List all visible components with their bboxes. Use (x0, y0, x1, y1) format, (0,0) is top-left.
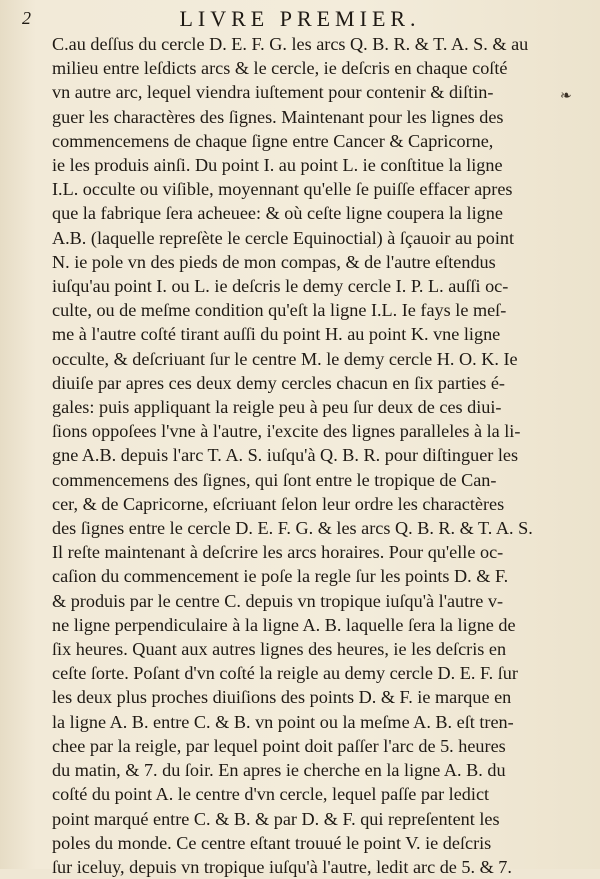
text-line: caſion du commencement ie poſe la regle ſur les points D. & F. (52, 566, 509, 587)
text-line: culte, ou de meſme condition qu'eſt la ligne I.L. Ie fays le meſ- (52, 300, 507, 321)
text-line: ſions oppoſees l'vne à l'autre, i'excite des lignes paralleles à la li- (52, 421, 521, 442)
text-line: occulte, & deſcriuant ſur le centre M. le demy cercle H. O. K. Ie (52, 348, 518, 369)
text-line: commencemens de chaque ſigne entre Cancer & Capricorne, (52, 130, 494, 151)
text-line: les deux plus proches diuiſions des points D. & F. ie marque en (52, 687, 512, 708)
text-line: ſur iceluy, depuis vn tropique iuſqu'à l'autre, ledit arc de 5. & 7. (52, 856, 512, 877)
text-line: iuſqu'au point I. ou L. ie deſcris le demy cercle I. P. L. auſſi oc- (52, 276, 509, 297)
text-line: coſté du point A. le centre d'vn cercle, lequel paſſe par ledict (52, 784, 490, 805)
text-line: vn autre arc, lequel viendra iuſtement pour contenir & diſtin- (52, 82, 494, 103)
text-line: ne ligne perpendiculaire à la ligne A. B. laquelle ſera la ligne de (52, 614, 516, 635)
text-line: A.B. (laquelle repreſète le cercle Equinoctial) à ſçauoir au point (52, 227, 515, 248)
text-line: gne A.B. depuis l'arc T. A. S. iuſqu'à Q. B. R. pour diſtinguer les (52, 445, 519, 466)
text-line: ceſte ſorte. Poſant d'vn coſté la reigle au demy cercle D. E. F. ſur (52, 663, 518, 684)
text-line: point marqué entre C. & B. & par D. & F. qui repreſentent les (52, 808, 500, 829)
text-line: C.au deſſus du cercle D. E. F. G. les arcs Q. B. R. & T. A. S. & au (52, 34, 529, 54)
body-text (52, 32, 582, 879)
text-line: me à l'autre coſté tirant auſſi du point H. au point K. vne ligne (52, 324, 501, 345)
page-number: 2 (22, 8, 31, 28)
text-line: des ſignes entre le cercle D. E. F. G. & les arcs Q. B. R. & T. A. S. (52, 518, 533, 539)
ink-blot-icon: ❧ (560, 89, 572, 104)
text-line: diuiſe par apres ces deux demy cercles chacun en ſix parties é- (52, 372, 505, 393)
text-line: gales: puis appliquant la reigle peu à peu ſur deux de ces diui- (52, 397, 502, 418)
text-line: commencemens des ſignes, qui ſont entre le tropique de Can- (52, 469, 497, 490)
page-header (0, 2, 600, 32)
text-line: N. ie pole vn des pieds de mon compas, & de l'autre eſtendus (52, 251, 496, 272)
text-line: milieu entre leſdicts arcs & le cercle, ie deſcris en chaque coſté (52, 58, 508, 79)
text-line: & produis par le centre C. depuis vn tropique iuſqu'à l'autre v- (52, 590, 504, 611)
text-line: chee par la reigle, par lequel point doit paſſer l'arc de 5. heures (52, 735, 506, 756)
text-line: ſix heures. Quant aux autres lignes des heures, ie les deſcris en (52, 639, 507, 660)
text-line: I.L. occulte ou viſible, moyennant qu'elle ſe puiſſe effacer apres (52, 179, 513, 200)
text-line: guer les charactères des ſignes. Maintenant pour les lignes des (52, 106, 504, 127)
text-line: cer, & de Capricorne, eſcriuant ſelon leur ordre les charactères (52, 493, 505, 514)
text-line: Il reſte maintenant à deſcrire les arcs horaires. Pour qu'elle oc- (52, 542, 504, 563)
text-line: la ligne A. B. entre C. & B. vn point ou la meſme A. B. eſt tren- (52, 711, 514, 732)
text-line: du matin, & 7. du ſoir. En apres ie cherche en la ligne A. B. du (52, 760, 506, 781)
text-line: poles du monde. Ce centre eſtant trouué le point V. ie deſcris (52, 832, 492, 853)
running-title: LIVRE PREMIER. (179, 6, 421, 31)
text-line: ie les produis ainſi. Du point I. au point L. ie conſtitue la ligne (52, 155, 503, 176)
text-line: que la fabrique ſera acheuee: & où ceſte ligne coupera la ligne (52, 203, 503, 224)
